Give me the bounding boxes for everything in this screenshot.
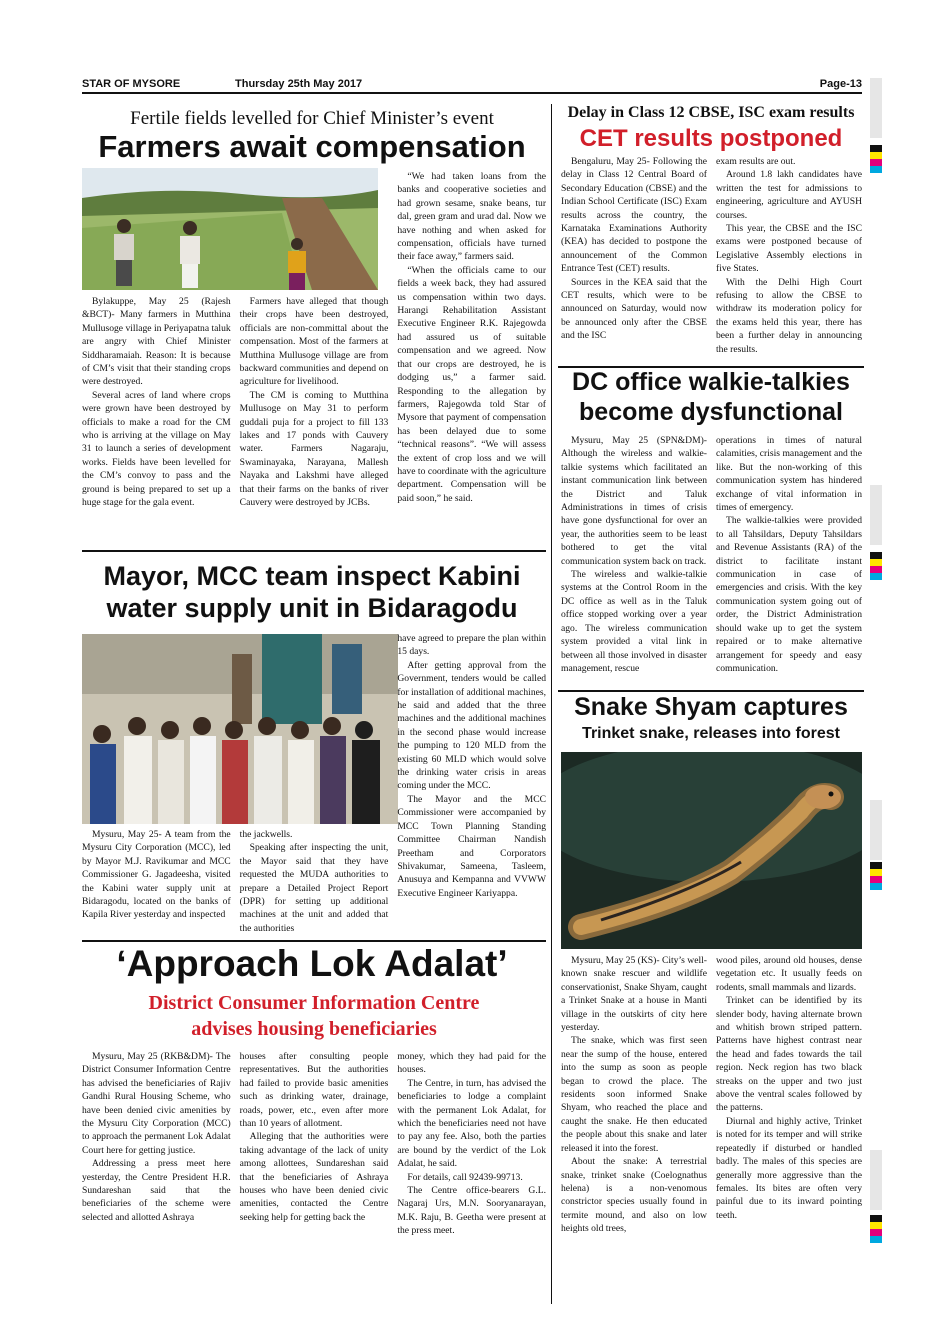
- registration-bar: [870, 485, 882, 545]
- paragraph: For details, call 92439-99713.: [407, 1171, 523, 1183]
- story3-col2: [716, 434, 862, 675]
- paragraph: Mysuru, May 25 (KS)- City’s well-known snake rescuer and wildlife conservationist, Snake Shyam, caught a Trinket Snake at a house in Manti village in the outskirts of city here yesterday.: [561, 955, 707, 1034]
- color-registration-marks: [870, 552, 882, 580]
- story2-headline: CET results postponed: [579, 125, 843, 152]
- paragraph: houses after consulting people representatives. But the authorities had failed to provide basic amenities such as drinking water, drainage, roads, power, etc., even after more than 10 years of allotment.: [239, 1051, 389, 1130]
- paragraph: wood piles, around old houses, dense vegetation etc. It usually feeds on rodents, small mammals and lizards.: [716, 955, 862, 993]
- story6-subhead-line2: advises housing beneficiaries: [191, 1018, 437, 1040]
- paragraph: have agreed to prepare the plan within 15 days.: [397, 633, 547, 658]
- paper-name: STAR OF MYSORE: [82, 78, 181, 90]
- paragraph: The snake, which was first seen near the sump of the house, entered into the sump as soon as people began to crowd the place. The residents soon informed Snake Shyam, who reached the place and caught the snake. He then educated the people about this snake and later released it into the forest.: [561, 1035, 707, 1154]
- registration-bar: [870, 1150, 882, 1210]
- paragraph: operations in times of natural calamities, crisis management and the like. But the non-working of this communication system has hindered exchange of vital information in times of emergency.: [716, 435, 862, 514]
- registration-bar: [870, 800, 882, 860]
- color-registration-marks: [870, 145, 882, 173]
- paragraph: With the Delhi High Court refusing to allow the CBSE to withdraw its moderation policy for the exams held this year, there has been a further delay in announcing the results.: [716, 276, 862, 355]
- paragraph: Several acres of land where crops were grown have been destroyed by officials to make a road for the CM who is arriving at the village on May 31 to launch a series of development works. Fields have been levelled for the CM’s convoy to pass and the ground is being prepared to set up a huge stage for the gala event.: [82, 389, 231, 509]
- story6-body: [82, 1050, 546, 1238]
- story3-col1: [561, 434, 707, 675]
- paragraph: Farmers have alleged that though their crops have been destroyed, officials are non-committal about the compensation. Most of the farmers at Mutthina Mullusoge village are from backward communities and depend on agriculture for livelihood.: [239, 296, 389, 388]
- story3-body: [561, 434, 863, 675]
- story6-col3: [397, 1050, 546, 1238]
- paragraph: After getting approval from the Government, tenders would be called for installation of additional machines, he said and added that the three machines and the additional machines in the second phase would increase the pumping to 120 MLD from the existing 60 MLD which would solve the drinking water crisis in areas coming under the MCC.: [397, 659, 547, 792]
- story5-headline: Snake Shyam captures: [574, 693, 848, 721]
- paragraph: About the snake: A terrestrial snake, trinket snake (Coelognathus helena) is a non-venomous constrictor species usually found in termite mound, and also on low heights old trees,: [561, 1156, 707, 1235]
- issue-date: Thursday 25th May 2017: [235, 78, 363, 90]
- story6-subhead: [82, 990, 546, 1042]
- paragraph: Mysuru, May 25 (RKB&DM)- The District Consumer Information Centre has advised the beneficiaries of Rajiv Gandhi Rural Housing Scheme, who have been denied civic amenities by the Mysuru City Corporation (MCC) to approach the permanent Lok Adalat Court here for getting justice.: [82, 1051, 231, 1156]
- story3-headline-line2: become dysfunctional: [579, 398, 843, 426]
- story3-headline-line1: DC office walkie-talkies: [572, 368, 850, 396]
- story2-kicker: Delay in Class 12 CBSE, ISC exam results: [567, 104, 855, 121]
- paragraph: The walkie-talkies were provided to all Tahsildars, Deputy Tahsildars and Revenue Assistants (RA) of the district to facilitate instant communication in case of emergencies and crisis. With the key communication system going out of order, the District Administration should wake up to get the system repaired or to make alternative arrangement for speedy and easy communication.: [716, 515, 862, 674]
- trinket-snake-photo: [561, 752, 862, 949]
- story1-col2: [240, 295, 389, 510]
- paragraph: Addressing a press meet here yesterday, the Centre President H.R. Sundareshan said that the beneficiaries of the scheme were selected and allotted Ashraya: [82, 1158, 231, 1223]
- column-divider: [551, 104, 552, 1304]
- paragraph: The Mayor and the MCC Commissioner were accompanied by MCC Town Planning Standing Committee Chairman Nandish Preetham and Corporators Shivakumar, Sameena, Tasleem, Anusuya and Kempanna and VVWW Executive Engineer Kariyappa.: [397, 793, 547, 899]
- paragraph: The CM is coming to Mutthina Mullusoge on May 31 to perform guddali puja for a project to fill 133 lakes and 17 ponds with Cauvery water. Farmers Nagaraju, Swaminayaka, Narayana, Mallesh Nayaka and Lakshmi have alleged that their farms on the banks of river Cauvery were destroyed by JCBs.: [239, 389, 389, 509]
- paragraph: Bengaluru, May 25- Following the delay in Class 12 Central Board of Secondary Education (CBSE) and the Indian School Certificate (ISC) Exam results across the country, the Karnataka Examinations Authority (KEA) has decided to postpone the announcement of the Common Entrance Test (CET) results.: [561, 156, 707, 275]
- paragraph: Mysuru, May 25- A team from the Mysuru City Corporation (MCC), led by Mayor M.J. Ravikumar and MCC Commissioner G. Jagadeesha, visited the Kabini water supply unit at Bidaragodu, located on the banks of Kapila River yesterday and inspected: [82, 829, 231, 921]
- story1-headline: Farmers await compensation: [98, 129, 526, 164]
- story5-col2: [716, 954, 862, 1236]
- story5-subhead: Trinket snake, releases into forest: [582, 725, 840, 742]
- story2-body: [561, 155, 863, 356]
- masthead: [82, 78, 862, 94]
- story4-col3: [397, 632, 546, 935]
- paragraph: Speaking after inspecting the unit, the Mayor said that they have requested the MUDA authorities to prepare a Detailed Project Report (DPR) for setting up additional machines at the unit and added that the authorities: [239, 842, 389, 934]
- story1-body: [82, 170, 546, 510]
- story1-kicker: Fertile fields levelled for Chief Minister’s event: [130, 108, 494, 129]
- paragraph: “We had taken loans from the banks and cooperative societies and had grown sesame, snake beans, tur dal, green gram and urad dal. Now we have nothing and when asked for compensation, officials have turned their face away,” farmers said.: [397, 171, 547, 263]
- paragraph: The Centre office-bearers G.L. Nagaraj Urs, M.N. Sooryanarayan, M.K. Raju, B. Geetha were present at the press meet.: [397, 1185, 547, 1237]
- story6-headline: ‘Approach Lok Adalat’: [116, 943, 508, 984]
- color-registration-marks: [870, 1215, 882, 1243]
- paragraph: “When the officials came to our fields a week back, they had assured us compensation within two days. Harangi Rehabilitation Assistant Executive Engineer R.K. Rajegowda had assured us of suitable compensation and we agreed. Now that our crops are destroyed, he is dodging us,” a farmer said. Responding to the allegation by farmers, Rajegowda told Star of Mysore that payment of compensation has been delayed due to some “technical reasons”. “We will assess the extent of crop loss and we will have to coordinate with the agriculture department. Compensation will be paid soon,” he said.: [397, 264, 547, 504]
- paragraph: Trinket can be identified by its slender body, having alternate brown and whitish brown striped pattern. Patterns have highest contrast near the head and fades towards the tail region. Neck region has two black streaks on the upper and two just above the ventral scales followed by the patterns.: [716, 995, 862, 1114]
- story1-col3: [397, 170, 546, 510]
- story6-col2: [240, 1050, 389, 1238]
- story2-col1: [561, 155, 707, 356]
- page-number: Page-13: [819, 78, 862, 90]
- paragraph: the jackwells.: [239, 829, 293, 840]
- story1-col1: [82, 295, 231, 510]
- story4-col1: [82, 828, 231, 935]
- paragraph: Around 1.8 lakh candidates have written the test for admissions to engineering, agriculture and AYUSH courses.: [716, 169, 862, 221]
- section-rule: [558, 690, 864, 692]
- paragraph: Bylakuppe, May 25 (Rajesh &BCT)- Many farmers in Mutthina Mullusoge village in Periyapatna taluk are angry with Chief Minister Siddharamaiah. Reason: It is because of CM’s visit that their standing crops were destroyed.: [82, 296, 231, 388]
- story5-body: [561, 954, 863, 1236]
- story4-body: [82, 632, 546, 935]
- story4-col2: [240, 828, 389, 935]
- section-rule: [82, 550, 546, 552]
- paragraph: The wireless and walkie-talkie systems at the Control Room in the DC office as well as in the Taluk office stopped working over a year ago. The wireless communication system provided a vital link in between all those involved in disaster management, rescue: [561, 569, 707, 674]
- color-registration-marks: [870, 862, 882, 890]
- story5-col1: [561, 954, 707, 1236]
- story4-headline-line2: water supply unit in Bidaragodu: [106, 593, 518, 623]
- paragraph: exam results are out.: [716, 156, 796, 167]
- paragraph: money, which they had paid for the houses.: [397, 1051, 547, 1076]
- paragraph: Diurnal and highly active, Trinket is noted for its temper and will strike repeatedly if disturbed or handled badly. The males of this species are generally more aggressive than the females. Its bites are often very painful due to its inward pointing teeth.: [716, 1115, 862, 1221]
- story6-subhead-line1: District Consumer Information Centre: [148, 992, 480, 1014]
- section-rule: [82, 940, 546, 942]
- paragraph: The Centre, in turn, has advised the beneficiaries to lodge a complaint with the permanent Lok Adalat, for which the beneficiaries need not have to pay any fee. Also, both the parties are bound by the verdict of the Lok Adalat, he said.: [397, 1077, 547, 1170]
- registration-bar: [870, 78, 882, 138]
- paragraph: Sources in the KEA said that the CET results, which were to be announced on Saturday, would now be announced only after the CBSE and the ISC: [561, 276, 707, 342]
- paragraph: Mysuru, May 25 (SPN&DM)- Although the wireless and walkie-talkie systems which facilitated an instant communication link between the District and Taluk Administrations in times of crisis have gone dysfunctional for over an year, the authorities seem to be least bothered to get the vital communication system back on track.: [561, 435, 707, 567]
- story4-headline-line1: Mayor, MCC team inspect Kabini: [103, 561, 521, 591]
- story2-col2: [716, 155, 862, 356]
- paragraph: This year, the CBSE and the ISC exams were postponed because of Legislative Assembly elections in five States.: [716, 223, 862, 275]
- story6-col1: [82, 1050, 231, 1238]
- paragraph: Alleging that the authorities were taking advantage of the lack of unity among allottees, Sundareshan said that the beneficiaries of Ashraya houses who have been denied civic amenities, contacted the Centre seeking help for getting back the: [239, 1131, 389, 1223]
